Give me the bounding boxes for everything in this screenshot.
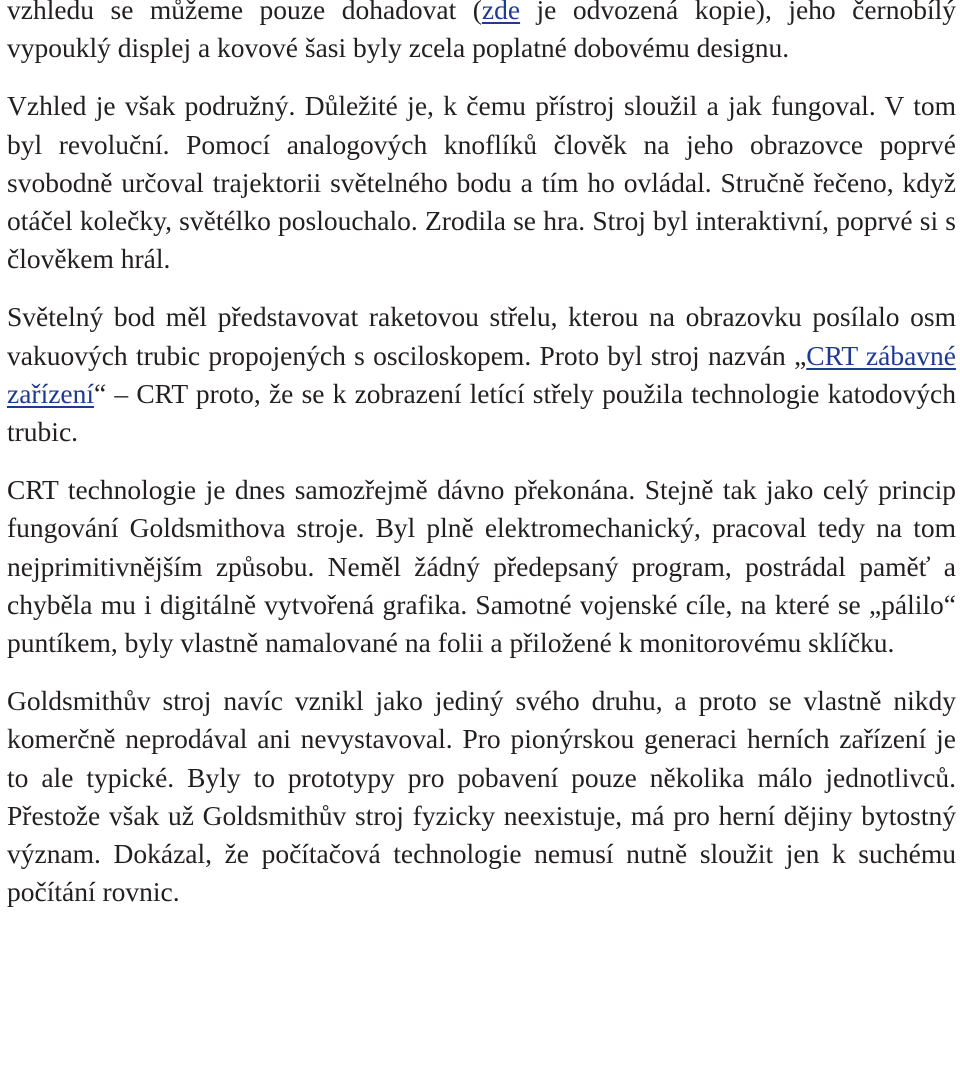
paragraph-3-text-end: “ – CRT proto, že se k zobrazení letící střely použila technologie katodových trubic. [7,377,956,448]
zde-link[interactable]: zde [481,0,521,25]
paragraph-1 [7,0,956,67]
crt-device-link[interactable]: CRT zábavné zařízení [7,339,956,409]
paragraph-1-text-end: je odvozená kopie), jeho černobílý vypouklý displej a kovové šasi byly zcela poplatné dobovému designu. [7,0,956,64]
paragraph-2: Vzhled je však podružný. Důležité je, k čemu přístroj sloužil a jak fungoval. V tom byl revoluční. Pomocí analogových knoflíků člověk na jeho obrazovce poprvé svobodně určoval trajektorii světelného bodu a tím ho ovládal. Stručně řečeno, když otáčel kolečky, světélko poslouchalo. Zrodila se hra. Stroj byl interaktivní, poprvé si s člověkem hrál. [7,90,956,275]
paragraph-3 [7,298,956,451]
paragraph-1-text-start: vzhledu se můžeme pouze dohadovat ( [7,0,482,25]
paragraph-5: Goldsmithův stroj navíc vznikl jako jediný svého druhu, a proto se vlastně nikdy komerčně neprodával ani nevystavoval. Pro pionýrskou generaci herních zařízení je to ale typické. Byly to prototypy pro pobavení pouze několika málo jednotlivců. Přestože však už Goldsmithův stroj fyzicky neexistuje, má pro herní dějiny bytostný význam. Dokázal, že počítačová technologie nemusí nutně sloužit jen k suchému počítání rovnic. [7,685,956,908]
paragraph-4: CRT technologie je dnes samozřejmě dávno překonána. Stejně tak jako celý princip fungování Goldsmithova stroje. Byl plně elektromechanický, pracoval tedy na tom nejprimitivnějším způsobu. Neměl žádný předepsaný program, postrádal paměť a chyběla mu i digitálně vytvořená grafika. Samotné vojenské cíle, na které se „pálilo“ puntíkem, byly vlastně namalované na folii a přiložené k monitorovému sklíčku. [7,474,956,659]
paragraph-3-text-start: Světelný bod měl představovat raketovou střelu, kterou na obrazovku posílalo osm vakuových trubic propojených s osciloskopem. Proto byl stroj nazván „ [7,301,956,371]
